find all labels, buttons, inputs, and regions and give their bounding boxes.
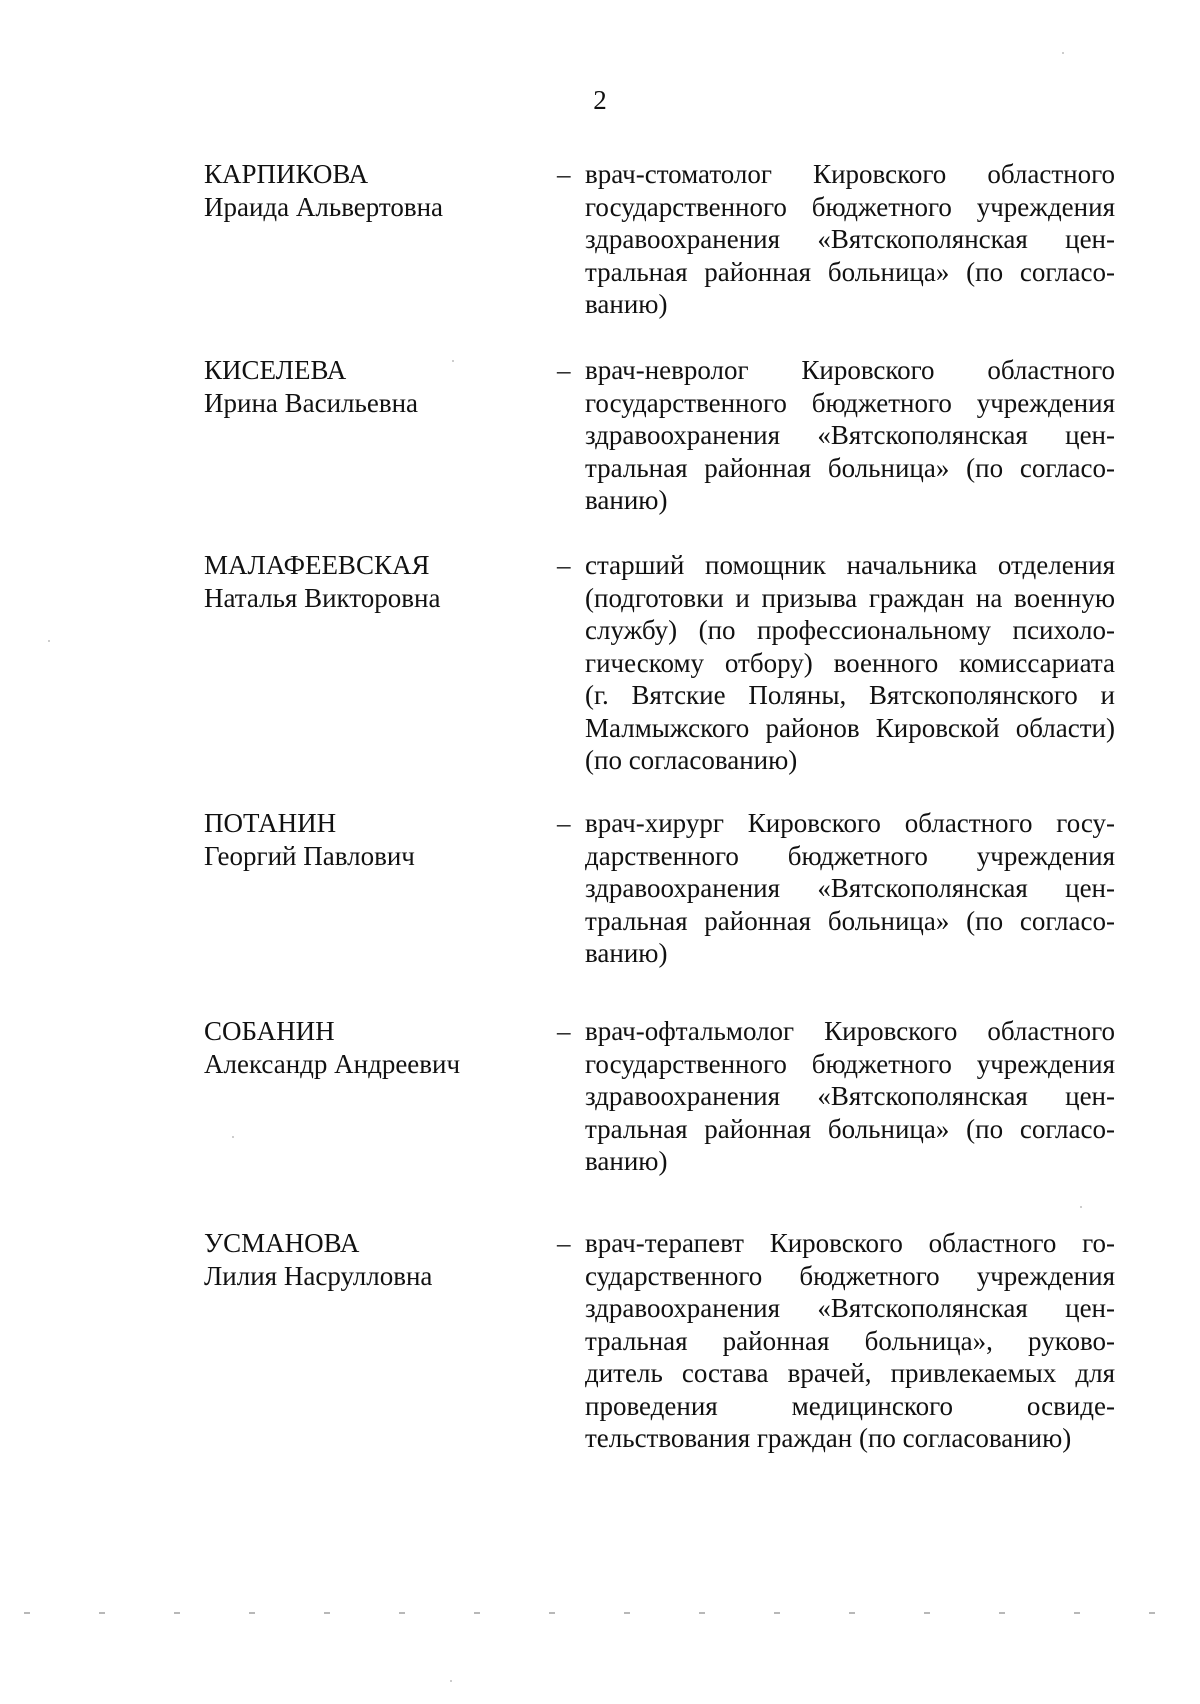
description-line: дарственного бюджетного учреждения: [585, 840, 1115, 871]
person-name: [204, 549, 534, 614]
description-line: службу) (по профессиональному психоло-: [585, 615, 1115, 645]
person-given-name: Александр Андреевич: [204, 1048, 461, 1079]
person-surname: УСМАНОВА: [204, 1228, 360, 1258]
entry-dash: –: [557, 808, 571, 838]
description-line: гическому отбору) военного комиссариата: [585, 647, 1115, 678]
person-surname: СОБАНИН: [204, 1016, 335, 1046]
description-line: врач-хирург Кировского областного госу-: [585, 808, 1115, 838]
description-line: врач-стоматолог Кировского областного: [585, 159, 1115, 189]
description-line: врач-офтальмолог Кировского областного: [585, 1016, 1115, 1046]
description-line: тральная районная больница», руково-: [585, 1325, 1115, 1356]
scan-speck: [450, 1680, 452, 1682]
description-line: старший помощник начальника отделения: [585, 550, 1115, 580]
scan-speck: [1080, 1206, 1082, 1208]
entry-dash: –: [557, 355, 571, 385]
description-line: здравоохранения «Вятскополянская цен-: [585, 420, 1115, 450]
position-description: [585, 354, 1115, 517]
description-line: (подготовки и призыва граждан на военную: [585, 582, 1115, 613]
description-line: Малмыжского районов Кировской области): [585, 712, 1115, 743]
person-given-name: Наталья Викторовна: [204, 582, 441, 613]
person-surname: КИСЕЛЕВА: [204, 355, 347, 385]
description-line: (по согласованию): [585, 745, 798, 775]
description-line: дитель состава врачей, привлекаемых для: [585, 1358, 1115, 1388]
description-line: здравоохранения «Вятскополянская цен-: [585, 873, 1115, 903]
person-given-name: Ирина Васильевна: [204, 387, 419, 418]
position-description: [585, 549, 1115, 777]
description-line: ванию): [585, 289, 668, 319]
description-line: сударственного бюджетного учреждения: [585, 1260, 1115, 1291]
description-line: тельствования граждан (по согласованию): [585, 1423, 1072, 1453]
description-line: тральная районная больница» (по согласо-: [585, 1113, 1115, 1144]
description-line: проведения медицинского освиде-: [585, 1390, 1115, 1421]
position-description: [585, 807, 1115, 970]
person-given-name: Георгий Павлович: [204, 840, 415, 871]
position-description: [585, 1227, 1115, 1455]
entry-dash: –: [557, 550, 571, 580]
description-line: врач-невролог Кировского областного: [585, 355, 1115, 385]
description-line: врач-терапевт Кировского областного го-: [585, 1228, 1115, 1258]
person-name: [204, 158, 534, 223]
person-name: [204, 1015, 534, 1080]
person-name: [204, 1227, 534, 1292]
description-line: государственного бюджетного учреждения: [585, 191, 1115, 222]
scan-speck: [1062, 52, 1064, 54]
description-line: тральная районная больница» (по согласо-: [585, 256, 1115, 287]
description-line: ванию): [585, 485, 668, 515]
person-surname: КАРПИКОВА: [204, 159, 369, 189]
description-line: здравоохранения «Вятскополянская цен-: [585, 224, 1115, 254]
description-line: ванию): [585, 938, 668, 968]
page-number: 2: [593, 85, 607, 115]
person-surname: ПОТАНИН: [204, 808, 337, 838]
entry-dash: –: [557, 1016, 571, 1046]
entry-dash: –: [557, 1228, 571, 1258]
scan-speck: [452, 360, 454, 362]
person-given-name: Ираида Альвертовна: [204, 191, 444, 222]
person-name: [204, 354, 534, 419]
description-line: здравоохранения «Вятскополянская цен-: [585, 1081, 1115, 1111]
entry-dash: –: [557, 159, 571, 189]
scan-speck: [232, 1136, 234, 1138]
position-description: [585, 158, 1115, 321]
description-line: (г. Вятские Поляны, Вятскополянского и: [585, 680, 1115, 710]
person-surname: МАЛАФЕЕВСКАЯ: [204, 550, 430, 580]
description-line: государственного бюджетного учреждения: [585, 1048, 1115, 1079]
person-name: [204, 807, 534, 872]
position-description: [585, 1015, 1115, 1178]
description-line: государственного бюджетного учреждения: [585, 387, 1115, 418]
scan-dash-artifacts: [24, 1612, 1174, 1614]
person-given-name: Лилия Насрулловна: [204, 1260, 433, 1291]
description-line: тральная районная больница» (по согласо-: [585, 452, 1115, 483]
description-line: тральная районная больница» (по согласо-: [585, 905, 1115, 936]
description-line: здравоохранения «Вятскополянская цен-: [585, 1293, 1115, 1323]
description-line: ванию): [585, 1146, 668, 1176]
scan-speck: [48, 640, 50, 642]
